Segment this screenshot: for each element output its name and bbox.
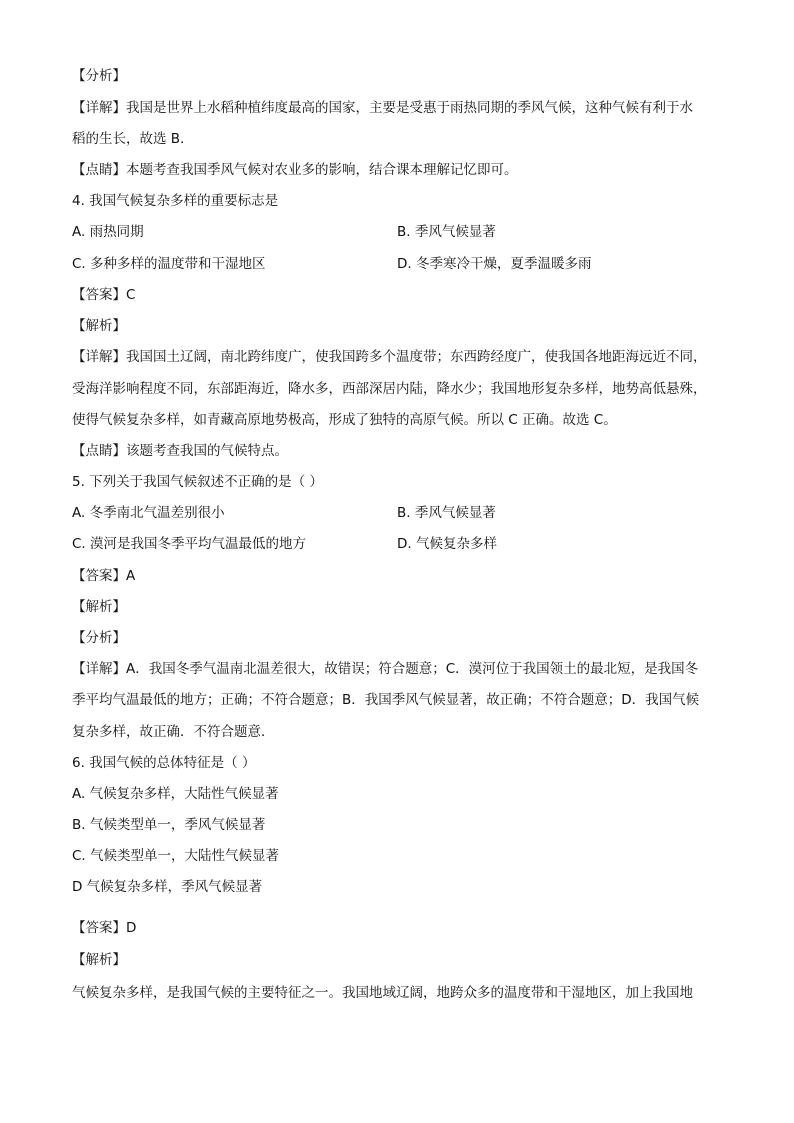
body-text: 气候复杂多样，是我国气候的主要特征之一。我国地域辽阔，地跨众多的温度带和干湿地区，加上我国地 — [72, 985, 693, 1001]
detail-text: 受海洋影响程度不同，东部距海近，降水多，西部深居内陆，降水少；我国地形复杂多样，地势高低悬殊， — [72, 381, 707, 397]
option-b: B. 季风气候显著 — [397, 505, 496, 521]
option-a: A. 雨热同期 — [72, 224, 144, 240]
detail-text: 复杂多样，故正确．不符合题意． — [72, 724, 275, 740]
note-text: 【点睛】该题考查我国的气候特点。 — [72, 443, 288, 459]
option-d: D 气候复杂多样，季风气候显著 — [72, 879, 263, 895]
question-4: 4. 我国气候复杂多样的重要标志是 — [72, 193, 279, 209]
explanation-label: 【解析】 — [72, 952, 126, 968]
section-label-analysis: 【分析】 — [72, 630, 126, 646]
option-c: C. 气候类型单一，大陆性气候显著 — [72, 848, 280, 864]
question-5: 5. 下列关于我国气候叙述不正确的是（ ） — [72, 474, 323, 490]
option-b: B. 季风气候显著 — [397, 224, 496, 240]
answer-label: 【答案】D — [72, 920, 137, 936]
option-a: A. 气候复杂多样，大陆性气候显著 — [72, 786, 279, 802]
option-d: D. 气候复杂多样 — [397, 536, 497, 552]
detail-text: 季平均气温最低的地方；正确；不符合题意；B．我国季风气候显著，故正确；不符合题意；D．我国气候 — [72, 692, 700, 708]
option-c: C. 多种多样的温度带和干湿地区 — [72, 256, 266, 272]
detail-text: 使得气候复杂多样，如青藏高原地势极高，形成了独特的高原气候。所以 C 正确。故选 C。 — [72, 412, 617, 428]
option-b: B. 气候类型单一，季风气候显著 — [72, 817, 266, 833]
explanation-label: 【解析】 — [72, 599, 126, 615]
note-text: 【点睛】本题考查我国季风气候对农业多的影响，结合课本理解记忆即可。 — [72, 162, 518, 178]
answer-label: 【答案】C — [72, 287, 136, 303]
option-d: D. 冬季寒冷干燥，夏季温暖多雨 — [397, 256, 592, 272]
detail-text: 【详解】我国是世界上水稻种植纬度最高的国家，主要是受惠于雨热同期的季风气候，这种气候有利于水 — [72, 100, 693, 116]
detail-text: 【详解】A．我国冬季气温南北温差很大，故错误；符合题意；C．漠河位于我国领土的最北短，是我国冬 — [72, 661, 699, 677]
explanation-label: 【解析】 — [72, 318, 126, 334]
option-c: C. 漠河是我国冬季平均气温最低的地方 — [72, 536, 307, 552]
detail-text: 【详解】我国国土辽阔，南北跨纬度广，使我国跨多个温度带；东西跨经度广，使我国各地距海远近不同， — [72, 349, 707, 365]
question-6: 6. 我国气候的总体特征是（ ） — [72, 755, 256, 771]
answer-label: 【答案】A — [72, 568, 136, 584]
detail-text: 稻的生长，故选 B. — [72, 131, 185, 147]
section-label-analysis: 【分析】 — [72, 68, 126, 84]
option-a: A. 冬季南北气温差别很小 — [72, 505, 225, 521]
